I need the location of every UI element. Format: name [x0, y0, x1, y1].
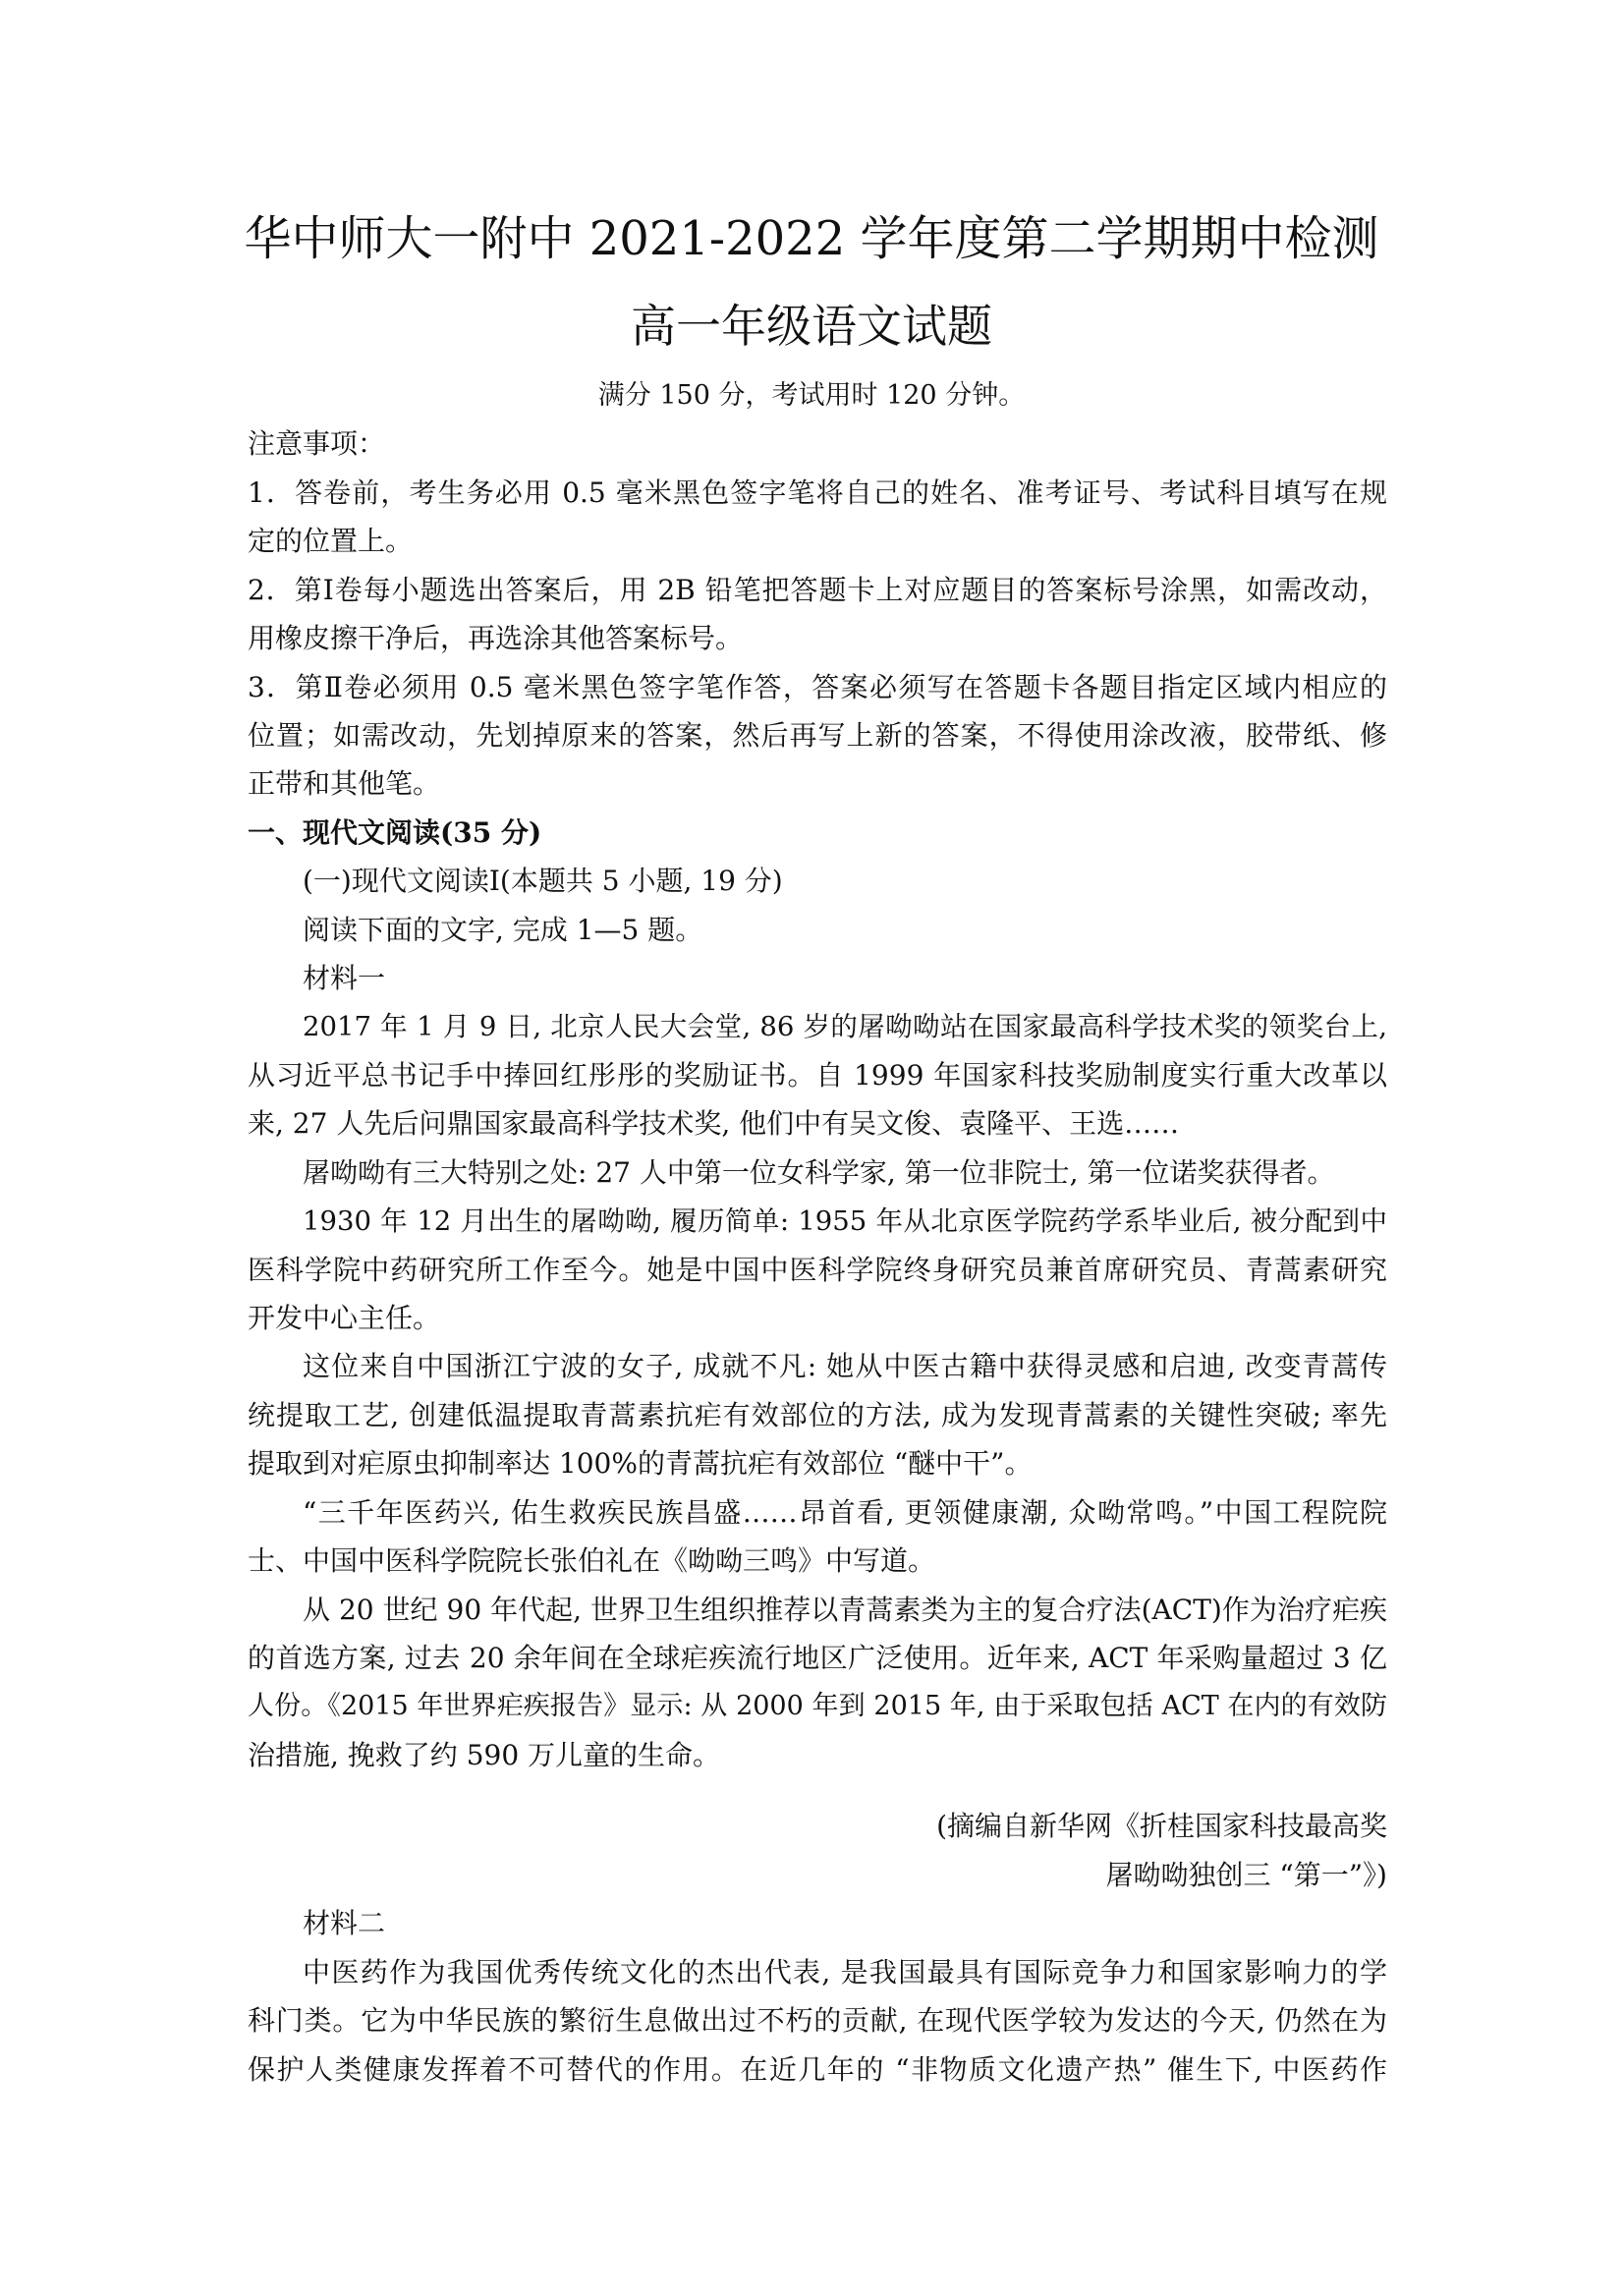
notice-line: 正带和其他笔。: [248, 767, 441, 800]
exam-subtitle: 高一年级语文试题: [631, 300, 992, 353]
passage-line: 保护人类健康发挥着不可替代的作用。在近几年的 “非物质文化遗产热” 催生下, 中医药作: [248, 2053, 1387, 2086]
exam-info: 满分 150 分，考试用时 120 分钟。: [597, 380, 1026, 411]
passage-line: 这位来自中国浙江宁波的女子, 成就不凡: 她从中医古籍中获得灵感和启迪, 改变青蒿传: [303, 1350, 1387, 1382]
section-heading: 一、现代文阅读(35 分): [248, 816, 542, 849]
passage-line: 的首选方案, 过去 20 余年间在全球疟疾流行地区广泛使用。近年来, ACT 年采购量超过 3 亿: [248, 1642, 1387, 1674]
passage-line: “三千年医药兴, 佑生救疾民族昌盛……昂首看, 更领健康潮, 众呦常鸣。”中国工程院院: [303, 1496, 1387, 1529]
passage-line: 提取到对疟原虫抑制率达 100%的青蒿抗疟有效部位 “醚中干”。: [248, 1447, 1033, 1480]
passage-line: 从 20 世纪 90 年代起, 世界卫生组织推荐以青蒿素类为主的复合疗法(ACT)作为治疗疟疾: [303, 1594, 1387, 1626]
passage-line: 2017 年 1 月 9 日, 北京人民大会堂, 86 岁的屠呦呦站在国家最高科学技术奖的领奖台上,: [303, 1011, 1387, 1042]
source-citation: (摘编自新华网《折桂国家科技最高奖: [936, 1810, 1387, 1842]
passage-line: 中医药作为我国优秀传统文化的杰出代表, 是我国最具有国际竞争力和国家影响力的学: [303, 1956, 1387, 1988]
passage-line: 医科学院中药研究所工作至今。她是中国中医科学院终身研究员兼首席研究员、青蒿素研究: [248, 1254, 1387, 1286]
source-citation: 屠呦呦独创三 “第一”》): [1105, 1859, 1387, 1891]
passage-line: 从习近平总书记手中捧回红彤彤的奖励证书。自 1999 年国家科技奖励制度实行重大改革以: [248, 1059, 1387, 1092]
passage-line: 科门类。它为中华民族的繁衍生息做出过不朽的贡献, 在现代医学较为发达的今天, 仍然在为: [248, 2004, 1387, 2037]
notice-line: 1．答卷前，考生务必用 0.5 毫米黑色签字笔将自己的姓名、准考证号、考试科目填写在规: [248, 476, 1387, 509]
part-heading: (一)现代文阅读Ⅰ(本题共 5 小题, 19 分): [303, 865, 783, 897]
notice-heading: 注意事项：: [248, 427, 386, 460]
passage-line: 来, 27 人先后问鼎国家最高科学技术奖, 他们中有吴文俊、袁隆平、王选……: [248, 1107, 1180, 1140]
material-label: 材料二: [303, 1907, 386, 1939]
passage-line: 人份。《2015 年世界疟疾报告》显示: 从 2000 年到 2015 年, 由于采取包括 ACT 在内的有效防: [248, 1691, 1387, 1721]
notice-line: 3．第Ⅱ卷必须用 0.5 毫米黑色签字笔作答，答案必须写在答题卡各题目指定区域内相应的: [248, 671, 1387, 703]
reading-instruction: 阅读下面的文字, 完成 1—5 题。: [303, 914, 703, 946]
passage-line: 开发中心主任。: [248, 1302, 441, 1334]
notice-line: 定的位置上。: [248, 525, 414, 557]
passage-line: 统提取工艺, 创建低温提取青蒿素抗疟有效部位的方法, 成为发现青蒿素的关键性突破; 率先: [248, 1399, 1387, 1431]
material-label: 材料一: [303, 962, 386, 994]
exam-title: 华中师大一附中 2021-2022 学年度第二学期期中检测: [244, 211, 1379, 266]
passage-line: 士、中国中医科学院院长张伯礼在《呦呦三鸣》中写道。: [248, 1544, 936, 1577]
passage-line: 1930 年 12 月出生的屠呦呦, 履历简单: 1955 年从北京医学院药学系毕业后, 被分配到中: [303, 1205, 1387, 1237]
notice-line: 用橡皮擦干净后，再选涂其他答案标号。: [248, 622, 744, 654]
notice-line: 位置；如需改动，先划掉原来的答案，然后再写上新的答案，不得使用涂改液，胶带纸、修: [248, 719, 1387, 752]
passage-line: 屠呦呦有三大特别之处: 27 人中第一位女科学家, 第一位非院士, 第一位诺奖获得者。: [303, 1156, 1335, 1189]
passage-line: 治措施, 挽救了约 590 万儿童的生命。: [248, 1739, 721, 1771]
notice-line: 2．第Ⅰ卷每小题选出答案后，用 2B 铅笔把答题卡上对应题目的答案标号涂黑，如需改动，: [248, 574, 1387, 606]
